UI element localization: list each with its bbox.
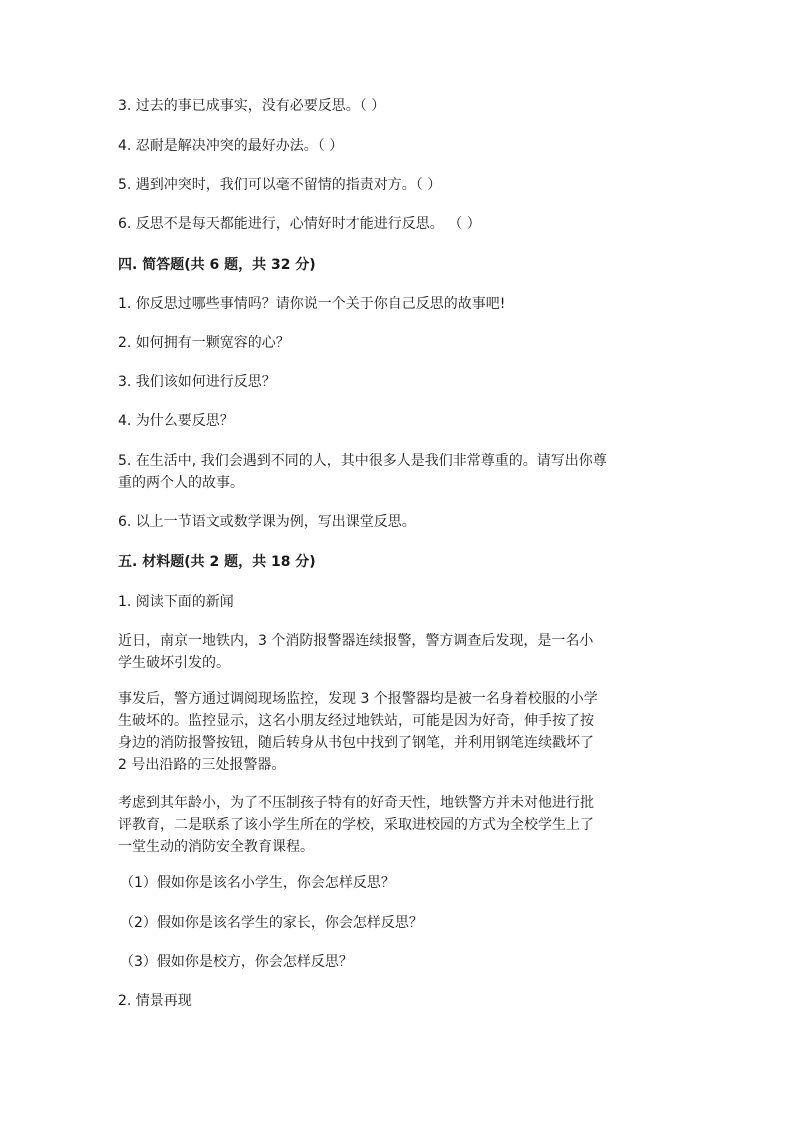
tf-question-6: 6. 反思不是每天都能进行，心情好时才能进行反思。 （ ） xyxy=(118,216,481,232)
short-answer-5-line-2: 重的两个人的故事。 xyxy=(118,475,244,491)
short-answer-4: 4. 为什么要反思？ xyxy=(118,413,234,429)
news-paragraph-1 xyxy=(118,630,678,674)
section-5-heading: 五. 材料题(共 2 题，共 18 分) xyxy=(118,554,316,570)
short-answer-1: 1. 你反思过哪些事情吗？请你说一个关于你自己反思的故事吧! xyxy=(118,296,506,312)
news-paragraph-1-line-1: 近日，南京一地铁内，3 个消防报警器连续报警，警方调查后发现，是一名小 xyxy=(118,633,594,649)
news-paragraph-2-line-2: 生破坏的。监控显示，这名小朋友经过地铁站，可能是因为好奇，伸手按了按 xyxy=(118,713,594,729)
short-answer-6: 6. 以上一节语文或数学课为例，写出课堂反思。 xyxy=(118,514,416,530)
news-paragraph-2-line-4: 2 号出沿路的三处报警器。 xyxy=(118,757,286,773)
tf-question-5: 5. 遇到冲突时，我们可以毫不留情的指责对方。（ ） xyxy=(118,177,442,193)
short-answer-3: 3. 我们该如何进行反思？ xyxy=(118,374,276,390)
material-question-2-title: 2. 情景再现 xyxy=(118,993,192,1009)
tf-question-3: 3. 过去的事已成事实，没有必要反思。（ ） xyxy=(118,98,386,114)
exam-page xyxy=(118,0,678,1123)
short-answer-2: 2. 如何拥有一颗宽容的心？ xyxy=(118,335,290,351)
news-paragraph-1-line-2: 学生破坏引发的。 xyxy=(118,655,230,671)
news-paragraph-2-line-1: 事发后，警方通过调阅现场监控，发现 3 个报警器均是被一名身着校服的小学 xyxy=(118,691,598,707)
short-answer-5-line-1: 5. 在生活中, 我们会遇到不同的人，其中很多人是我们非常尊重的。请写出你尊 xyxy=(118,453,607,469)
news-paragraph-2-line-3: 身边的消防报警按钮，随后转身从书包中找到了钢笔，并利用钢笔连续戳坏了 xyxy=(118,735,594,751)
news-paragraph-3-line-2: 评教育，二是联系了该小学生所在的学校，采取进校园的方式为全校学生上了 xyxy=(118,817,594,833)
sub-question-2: （2）假如你是该名学生的家长，你会怎样反思？ xyxy=(120,915,423,931)
material-question-1-title: 1. 阅读下面的新闻 xyxy=(118,594,234,610)
section-4-heading: 四. 简答题(共 6 题，共 32 分) xyxy=(118,257,316,273)
news-paragraph-3-line-1: 考虑到其年龄小，为了不压制孩子特有的好奇天性，地铁警方并未对他进行批 xyxy=(118,795,594,811)
news-paragraph-3 xyxy=(118,792,678,858)
news-paragraph-2 xyxy=(118,688,678,776)
short-answer-5 xyxy=(118,450,678,494)
sub-question-1: （1）假如你是该名小学生，你会怎样反思？ xyxy=(120,875,395,891)
news-paragraph-3-line-3: 一堂生动的消防安全教育课程。 xyxy=(118,839,314,855)
sub-question-3: （3）假如你是校方，你会怎样反思？ xyxy=(120,954,353,970)
tf-question-4: 4. 忍耐是解决冲突的最好办法。（ ） xyxy=(118,138,344,154)
